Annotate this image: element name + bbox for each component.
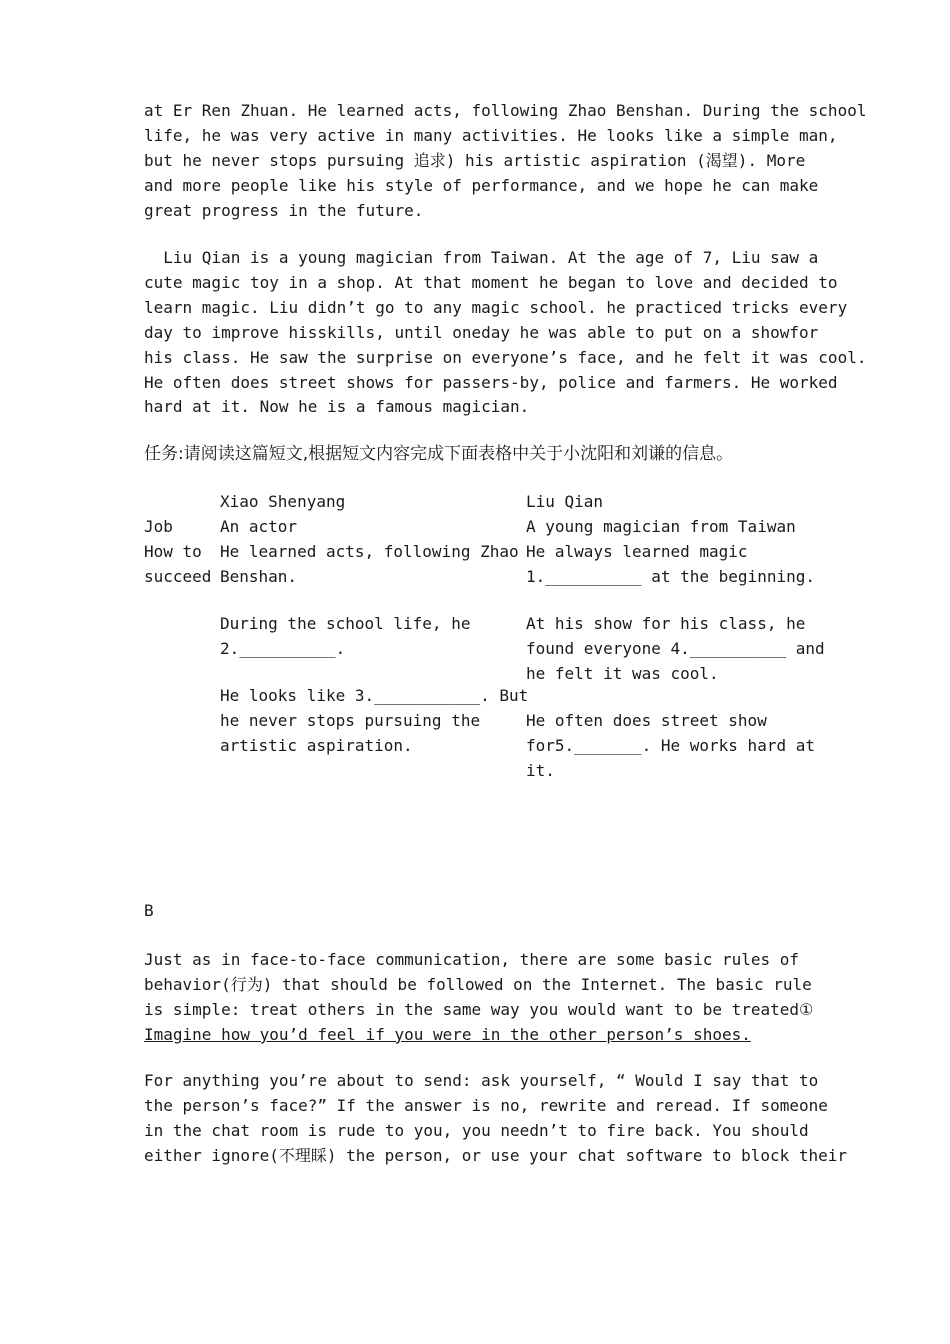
text-line: learn magic. Liu didn’t go to any magic school. he practiced tricks every: [144, 297, 848, 317]
text-line: cute magic toy in a shop. At that moment he began to love and decided to: [144, 272, 838, 292]
text-line: life, he was very active in many activities. He looks like a simple man,: [144, 125, 838, 145]
text-line: in the chat room is rude to you, you needn’t to fire back. You should: [144, 1120, 809, 1140]
text-line: and more people like his style of performance, and we hope he can make: [144, 175, 819, 195]
text-line: his class. He saw the surprise on everyone’s face, and he felt it was cool.: [144, 347, 867, 367]
text-line: the person’s face?” If the answer is no, rewrite and reread. If someone: [144, 1095, 828, 1115]
passage-liu-qian: [144, 246, 867, 420]
header-xiao-shenyang: Xiao Shenyang: [220, 492, 346, 511]
text-line: day to improve hisskills, until oneday he was able to put on a showfor: [144, 322, 819, 342]
header-liu-qian: Liu Qian: [526, 492, 604, 511]
row-label-job: Job: [144, 517, 173, 536]
passage-b-paragraph-1: [144, 948, 844, 1048]
task-instruction: 任务:请阅读这篇短文,根据短文内容完成下面表格中关于小沈阳和刘谦的信息。: [144, 444, 734, 464]
row-label-how-to-succeed: How to succeed: [144, 542, 212, 586]
text-line: For anything you’re about to send: ask yourself, “ Would I say that to: [144, 1071, 819, 1090]
liu-item-1: He always learned magic 1.__________ at the beginning.: [526, 542, 815, 586]
text-line: is simple: treat others in the same way you would want to be treated①: [144, 999, 814, 1019]
text-line: hard at it. Now he is a famous magician.: [144, 397, 530, 417]
text-line: great progress in the future.: [144, 200, 424, 220]
text-line: either ignore(不理睬) the person, or use your chat software to block their: [144, 1145, 848, 1165]
xiao-item-1: He learned acts, following Zhao Benshan.: [220, 542, 519, 586]
job-liu: A young magician from Taiwan: [526, 517, 796, 536]
underlined-sentence: Imagine how you’d feel if you were in the other person’s shoes.: [144, 1024, 751, 1044]
passage-b-paragraph-2: [144, 1069, 848, 1169]
section-b-label: B: [144, 901, 154, 920]
text-line: Liu Qian is a young magician from Taiwan. At the age of 7, Liu saw a: [144, 248, 819, 267]
passage-a-ending: [144, 99, 867, 224]
text-line: behavior(行为) that should be followed on the Internet. The basic rule: [144, 974, 812, 994]
text-line: Just as in face-to-face communication, there are some basic rules of: [144, 950, 800, 969]
liu-item-2: At his show for his class, he found everyone 4.__________ and he felt it was cool.: [526, 614, 825, 683]
text-line: at Er Ren Zhuan. He learned acts, following Zhao Benshan. During the school: [144, 101, 867, 120]
text-line: but he never stops pursuing 追求) his artistic aspiration (渴望). More: [144, 150, 806, 170]
text-line: He often does street shows for passers-by, police and farmers. He worked: [144, 372, 838, 392]
liu-item-3: He often does street show for5._______. He works hard at it.: [526, 711, 815, 780]
xiao-item-3: He looks like 3.___________. But he never stops pursuing the artistic aspiration.: [220, 686, 529, 755]
xiao-item-2: During the school life, he 2.__________.: [220, 614, 471, 658]
job-xiao: An actor: [220, 517, 298, 536]
